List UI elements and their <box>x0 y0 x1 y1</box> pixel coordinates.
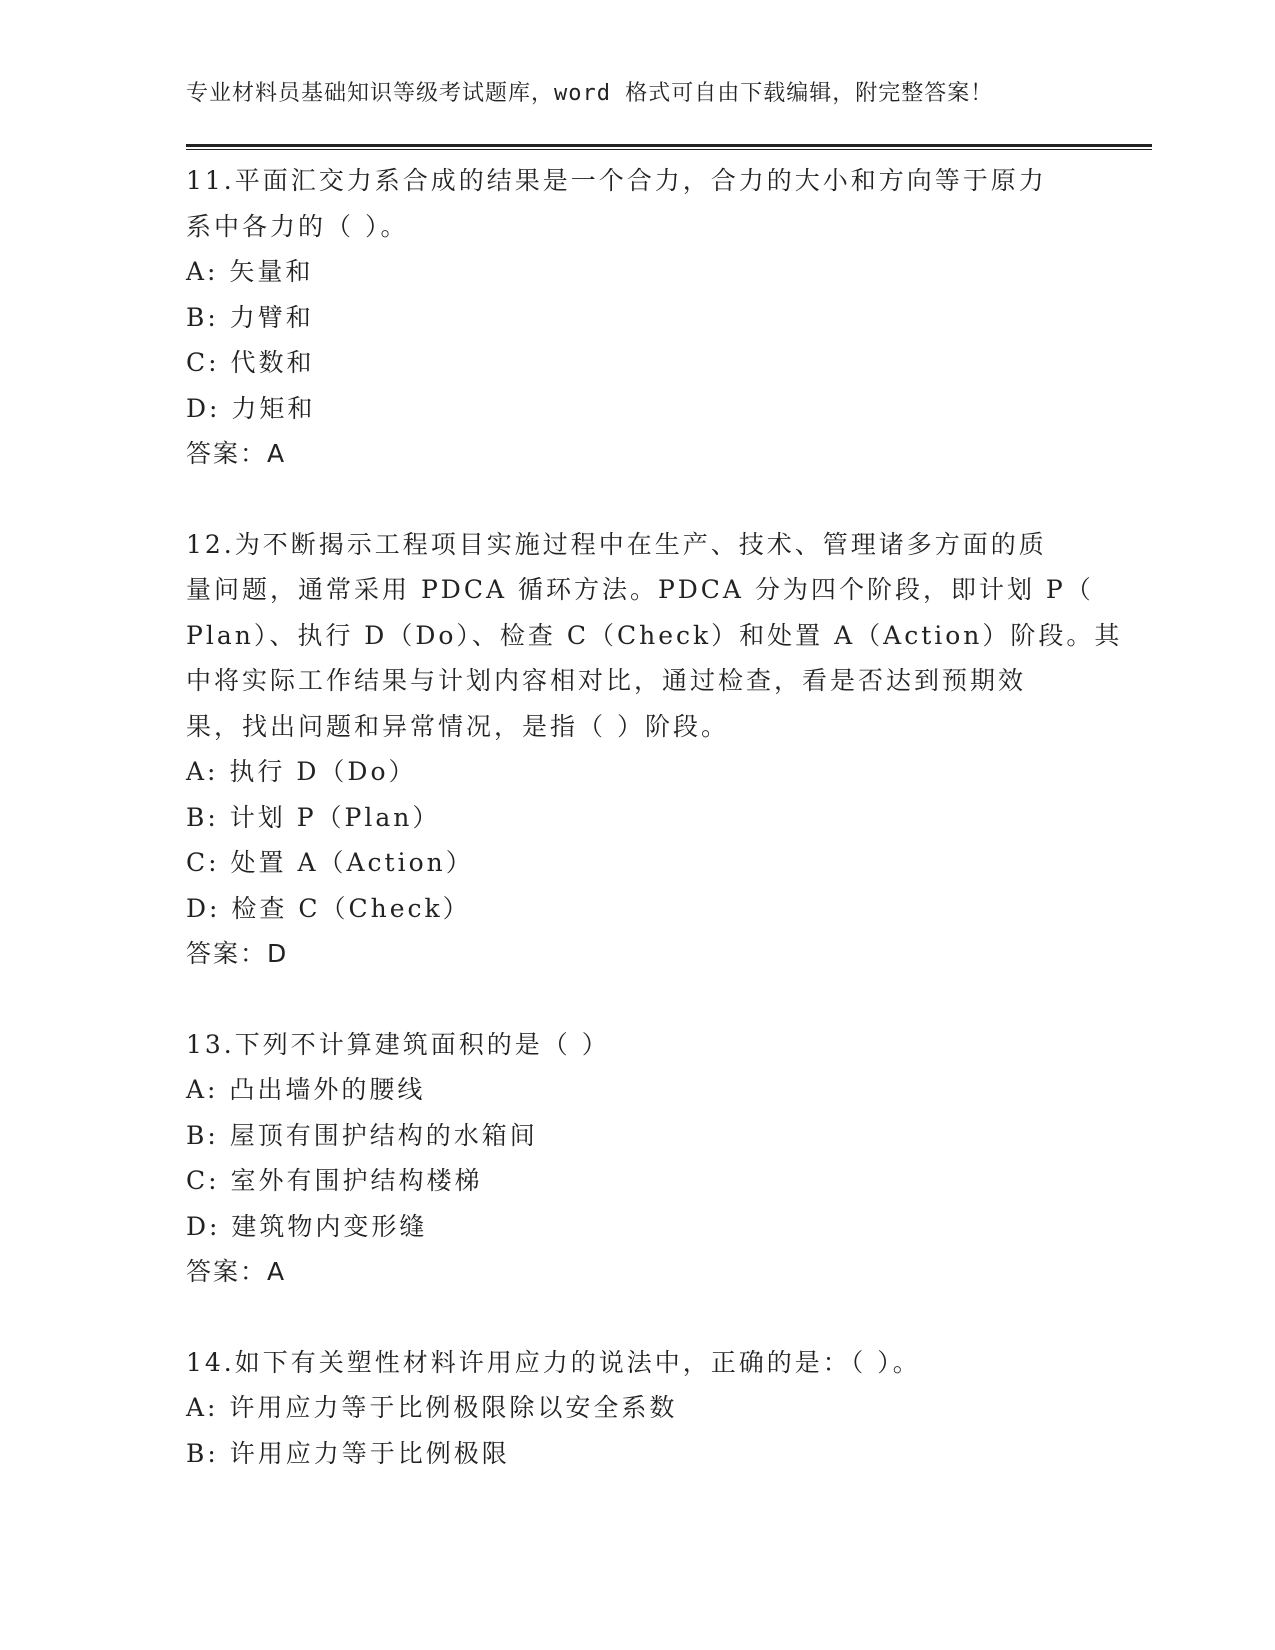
question-text: 11.平面汇交力系合成的结果是一个合力，合力的大小和方向等于原力 <box>186 166 1047 195</box>
answer: 答案：A <box>186 439 287 468</box>
option-d: D: 力矩和 <box>186 393 316 423</box>
spacer <box>186 477 1086 522</box>
question-11 <box>186 158 1086 477</box>
option-d: D: 建筑物内变形缝 <box>186 1211 428 1241</box>
option-a: A: 执行 D（Do） <box>186 757 417 786</box>
answer: 答案：A <box>186 1257 287 1286</box>
question-13 <box>186 1022 1086 1295</box>
answer: 答案：D <box>186 939 289 968</box>
spacer <box>186 1295 1086 1340</box>
question-text: 14.如下有关塑性材料许用应力的说法中，正确的是：（ ）。 <box>186 1347 921 1377</box>
question-list <box>186 158 1123 1476</box>
question-text: 12.为不断揭示工程项目实施过程中在生产、技术、管理诸多方面的质 <box>186 529 1047 559</box>
option-b: B: 力臂和 <box>186 302 314 332</box>
option-a: A: 许用应力等于比例极限除以安全系数 <box>186 1393 678 1422</box>
question-text: 果，找出问题和异常情况，是指（ ）阶段。 <box>186 711 729 741</box>
option-a: A: 凸出墙外的腰线 <box>186 1075 426 1104</box>
question-text: 系中各力的（ ）。 <box>186 211 409 241</box>
question-text: Plan）、执行 D（Do）、检查 C（Check）和处置 A（Action）阶段。其 <box>186 620 1123 650</box>
question-12 <box>186 522 1123 977</box>
question-14 <box>186 1340 1086 1477</box>
header-rule <box>186 144 1152 147</box>
page-header: 专业材料员基础知识等级考试题库，word 格式可自由下载编辑，附完整答案！ <box>186 81 994 106</box>
option-c: C: 室外有围护结构楼梯 <box>186 1166 483 1195</box>
question-text: 中将实际工作结果与计划内容相对比，通过检查，看是否达到预期效 <box>186 666 1027 695</box>
header-rule-thin <box>186 149 1152 150</box>
option-b: B: 许用应力等于比例极限 <box>186 1438 510 1468</box>
option-c: C: 代数和 <box>186 348 315 377</box>
option-d: D: 检查 C（Check） <box>186 893 471 923</box>
option-b: B: 屋顶有围护结构的水箱间 <box>186 1120 538 1150</box>
option-c: C: 处置 A（Action） <box>186 848 474 877</box>
question-text: 13.下列不计算建筑面积的是（ ） <box>186 1029 610 1059</box>
option-a: A: 矢量和 <box>186 257 314 286</box>
spacer <box>186 977 1086 1022</box>
question-text: 量问题，通常采用 PDCA 循环方法。PDCA 分为四个阶段，即计划 P（ <box>186 575 1094 604</box>
option-b: B: 计划 P（Plan） <box>186 802 441 832</box>
